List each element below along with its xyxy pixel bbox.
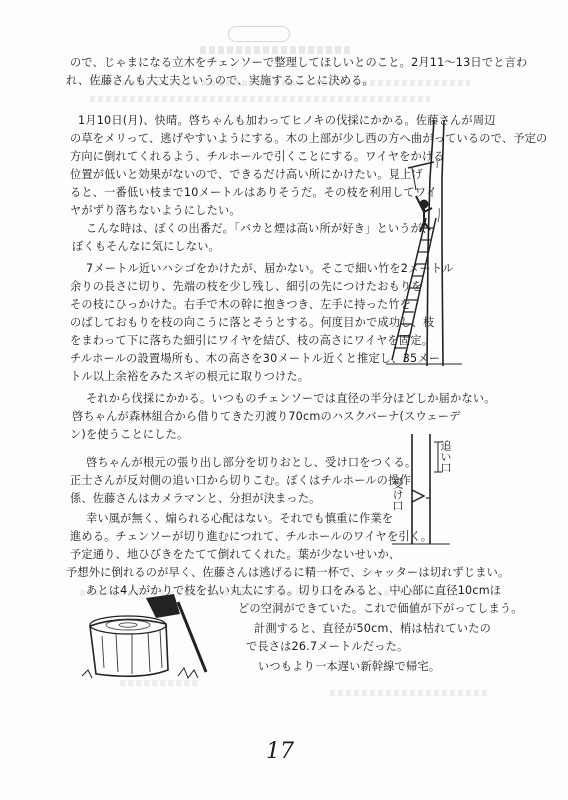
body-text-line: ヤがずり落ちないようにしたい。 bbox=[70, 204, 241, 217]
body-text-line: ぼくもそんなに気にしない。 bbox=[72, 240, 221, 253]
body-text-line: のばしておもりを枝の向こうに落とそうとする。何度目かで成功し、枝 bbox=[70, 316, 435, 329]
body-text-line: チルホールの設置場所も、木の高さを30メートル近くと推定し、35メー bbox=[70, 352, 441, 365]
body-text-line: 余りの長さに切り、先端の枝を少し残し、細引の先につけたおもりを bbox=[70, 280, 423, 293]
body-text-line: 方向に倒れてくれるよう、チルホールで引くことにする。ワイヤをかける bbox=[70, 150, 445, 163]
body-text-line: ると、一番低い枝まで10メートルはありそうだ。その枝を利用してワイ bbox=[70, 186, 438, 199]
bleed-through-text bbox=[200, 46, 350, 54]
body-text-line: あとは4人がかりで枝を払い丸太にする。切り口をみると、中心部に直径10cmほ bbox=[86, 584, 502, 597]
body-text-line: 7メートル近いハシゴをかけたが、届かない。そこで細い竹を2メートル bbox=[86, 262, 454, 275]
body-text-line: 啓ちゃんが根元の張り出し部分を切りおとし、受け口をつくる。 bbox=[86, 456, 417, 469]
body-text-line: 予定通り、地ひびきをたてて倒れてくれた。葉が少ないせいか、 bbox=[70, 548, 401, 561]
stump-axe-illustration bbox=[82, 592, 212, 684]
body-text-line: 啓ちゃんが森林組合から借りてきた刃渡り70cmのハスクバーナ(スウェーデ bbox=[72, 410, 461, 423]
body-text-line: ン)を使うことにした。 bbox=[70, 428, 189, 441]
body-text-line: 位置が低いと効果がないので、できるだけ高い所にかけたい。見上げ bbox=[70, 168, 423, 181]
body-text-line: ので、じゃまになる立木をチェンソーで整理してほしいとのこと。2月11〜13日でと言わ bbox=[70, 56, 528, 69]
body-text-line: 幸い風が無く、煽られる心配はない。それでも慎重に作業を bbox=[86, 512, 394, 525]
body-text-line: 正士さんが反対側の追い口から切りこむ。ぼくはチルホールの操作 bbox=[70, 474, 411, 487]
body-text-line: その枝にひっかけた。右手で木の幹に抱きつき、左手に持った竹を bbox=[70, 298, 412, 311]
label-oikuchi: 追い口 bbox=[439, 440, 452, 473]
body-text-line: れ、佐藤さんも大丈夫というので、実施することに決める。 bbox=[66, 74, 374, 87]
body-text-line: 係、佐藤さんはカメラマンと、分担が決まった。 bbox=[70, 492, 321, 505]
body-text-line: をまわって下に落ちた細引にワイヤを結び、枝の高さにワイヤを固定。 bbox=[70, 334, 434, 347]
label-ukekuchi: 受け口 bbox=[391, 478, 404, 511]
body-text-line: 進める。チェンソーが切り進むにつれて、チルホールのワイヤを引く。 bbox=[70, 530, 433, 543]
body-text-line: 計測すると、直径が50cm、梢は枯れていたの bbox=[254, 622, 492, 635]
bleed-through-text bbox=[330, 690, 490, 696]
body-text-line: 予想外に倒れるのが早く、佐藤さんは逃げるに精一杯で、シャッターは切れずじまい。 bbox=[66, 566, 510, 579]
body-text-line: の草をメリって、逃げやすいようにする。木の上部が少し西の方へ曲がっているので、予定の bbox=[70, 132, 548, 145]
bleed-through-text bbox=[228, 26, 290, 42]
bleed-through-text bbox=[90, 96, 430, 102]
body-text-line: それから伐採にかかる。いつものチェンソーでは直径の半分ほどしか届かない。 bbox=[86, 392, 496, 405]
body-text-line: トル以上余裕をみたスギの根元に取りつけた。 bbox=[70, 370, 310, 383]
body-text-line: で長さは26.7メートルだった。 bbox=[246, 640, 409, 653]
body-text-line: 1月10日(月)、快晴。啓ちゃんも加わってヒノキの伐採にかかる。佐藤さんが周辺 bbox=[78, 114, 496, 127]
body-text-line: どの空洞ができていた。これで価値が下がってしまう。 bbox=[238, 602, 523, 615]
body-text-line: こんな時は、ぼくの出番だ。「バカと煙は高い所が好き」というが、 bbox=[86, 222, 434, 235]
ladder-tree-illustration bbox=[386, 118, 462, 368]
page-number: 17 bbox=[266, 739, 294, 764]
body-text-line: いつもより一本遅い新幹線で帰宅。 bbox=[258, 660, 441, 673]
